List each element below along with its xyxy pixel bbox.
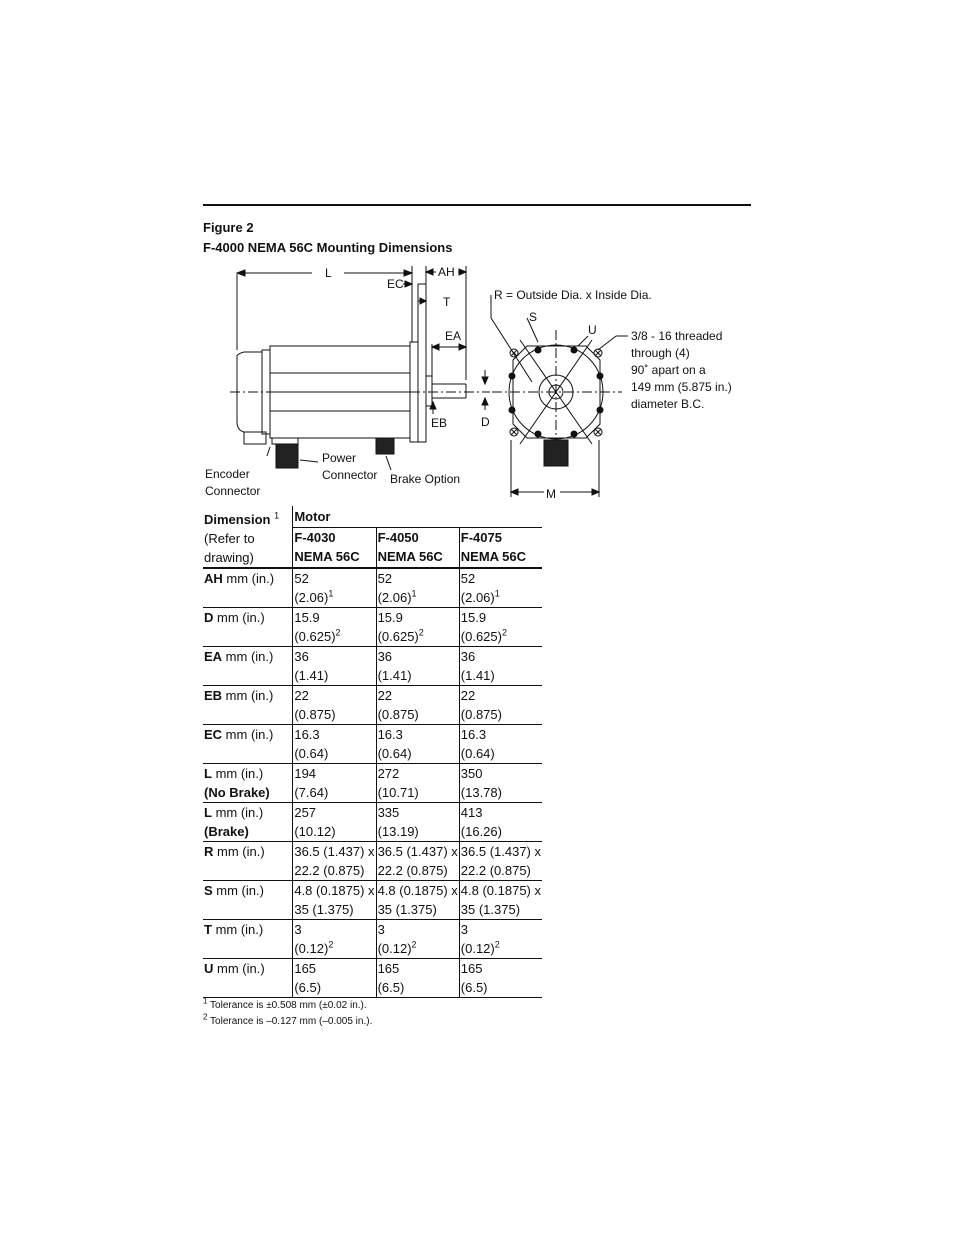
dimension-unit: mm (in.) <box>211 766 264 781</box>
model-header: F-4030 NEMA 56C <box>293 527 376 568</box>
value-cell: 165 (6.5) <box>459 959 542 998</box>
footnotes <box>203 998 372 1030</box>
table-row <box>203 647 542 686</box>
label-S: S <box>529 310 538 324</box>
table-row <box>203 725 542 764</box>
threaded-note: 3/8 - 16 threaded through (4) 90˚ apart on a 149 mm (5.875 in.) diameter B.C. <box>631 329 732 411</box>
value-cell: 16.3 (0.64) <box>293 725 376 764</box>
value-cell: 165 (6.5) <box>376 959 459 998</box>
value-cell: 36 (1.41) <box>293 647 376 686</box>
dimension-label-cell <box>203 881 293 920</box>
value-cell: 413 (16.26) <box>459 803 542 842</box>
figure-title: F-4000 NEMA 56C Mounting Dimensions <box>203 240 453 255</box>
value-cell: 52 $(2.06)^1$ <box>376 568 459 608</box>
table-row <box>203 764 542 803</box>
encoder-connector-label: Encoder Connector <box>205 467 261 498</box>
dimension-label-cell <box>203 764 293 803</box>
dimension-code: EC <box>204 727 223 742</box>
dimension-unit: mm (in.) <box>211 922 264 937</box>
dimension-label-cell <box>203 803 293 842</box>
mounting-dimensions-drawing <box>195 262 755 507</box>
value-cell: 36.5 (1.437) x 22.2 (0.875) <box>293 842 376 881</box>
dimension-label-cell <box>203 959 293 998</box>
footnote: $^2$ Tolerance is –0.127 mm (–0.005 in.). <box>203 1012 373 1027</box>
header-rule <box>203 204 751 206</box>
value-cell: 165 (6.5) <box>293 959 376 998</box>
model-header: F-4050 NEMA 56C <box>376 527 459 568</box>
dimension-label-cell <box>203 647 293 686</box>
value-cell: 16.3 (0.64) <box>459 725 542 764</box>
model-header: F-4075 NEMA 56C <box>459 527 542 568</box>
dimension-unit: mm (in.) <box>222 649 274 664</box>
dimension-unit: mm (in.) <box>213 610 265 625</box>
value-cell: 335 (13.19) <box>376 803 459 842</box>
dimension-unit: mm (in.) <box>222 727 274 742</box>
figure-number: Figure 2 <box>203 220 254 235</box>
dimension-label-cell <box>203 725 293 764</box>
value-cell: 36.5 (1.437) x 22.2 (0.875) <box>459 842 542 881</box>
value-cell: 4.8 (0.1875) x 35 (1.375) <box>376 881 459 920</box>
dimension-label-cell <box>203 608 293 647</box>
dimension-unit: mm (in.) <box>222 688 274 703</box>
value-cell: 22 (0.875) <box>376 686 459 725</box>
label-L: L <box>325 266 332 280</box>
dimension-code: R <box>204 844 214 859</box>
dimension-unit: mm (in.) <box>222 571 275 586</box>
value-cell: 36.5 (1.437) x 22.2 (0.875) <box>376 842 459 881</box>
dimension-note: (No Brake) <box>204 785 270 800</box>
dimension-label-cell <box>203 686 293 725</box>
label-AH: AH <box>438 265 455 279</box>
dimension-label-cell <box>203 842 293 881</box>
footnote: $^1$ Tolerance is ±0.508 mm (±0.02 in.). <box>203 996 367 1011</box>
value-cell: 272 (10.71) <box>376 764 459 803</box>
dimension-code: U <box>204 961 214 976</box>
dimension-code: D <box>204 610 214 625</box>
value-cell: 15.9 $(0.625)^2$ <box>293 608 376 647</box>
table-row <box>203 920 542 959</box>
dimension-header-cell: Dimension $^1$ (Refer to drawing) <box>203 506 293 568</box>
table-row <box>203 803 542 842</box>
value-cell: 36 (1.41) <box>459 647 542 686</box>
value-cell: 3 $(0.12)^2$ <box>459 920 542 959</box>
dimension-code: S <box>204 883 213 898</box>
dimension-code: EA <box>204 649 223 664</box>
value-cell: 3 $(0.12)^2$ <box>376 920 459 959</box>
value-cell: 52 $(2.06)^1$ <box>459 568 542 608</box>
value-cell: 4.8 (0.1875) x 35 (1.375) <box>459 881 542 920</box>
brake-option-label: Brake Option <box>390 472 461 486</box>
motor-header: Motor <box>293 506 542 527</box>
dimension-code: T <box>204 922 212 937</box>
dimension-label-cell <box>203 920 293 959</box>
value-cell: 22 (0.875) <box>293 686 376 725</box>
value-cell: 3 $(0.12)^2$ <box>293 920 376 959</box>
label-EA: EA <box>445 329 462 343</box>
dimension-unit: mm (in.) <box>211 805 264 820</box>
label-U: U <box>588 323 597 337</box>
label-EB: EB <box>431 416 448 430</box>
dimension-unit: mm (in.) <box>213 844 265 859</box>
label-M: M <box>546 487 556 501</box>
label-EC: EC <box>387 277 404 291</box>
dimension-unit: mm (in.) <box>212 883 264 898</box>
dimension-unit: mm (in.) <box>213 961 265 976</box>
dimension-code: EB <box>204 688 223 703</box>
dimension-lines <box>237 266 488 470</box>
value-cell: 52 $(2.06)^1$ <box>293 568 376 608</box>
value-cell: 15.9 $(0.625)^2$ <box>459 608 542 647</box>
table-row <box>203 608 542 647</box>
value-cell: 194 (7.64) <box>293 764 376 803</box>
value-cell: 36 (1.41) <box>376 647 459 686</box>
dimension-code: L <box>204 766 212 781</box>
value-cell: 15.9 $(0.625)^2$ <box>376 608 459 647</box>
dimension-label-cell <box>203 568 293 608</box>
table-row <box>203 686 542 725</box>
value-cell: 350 (13.78) <box>459 764 542 803</box>
motor-front-view <box>491 295 628 497</box>
label-R: R = Outside Dia. x Inside Dia. <box>494 288 652 302</box>
value-cell: 16.3 (0.64) <box>376 725 459 764</box>
label-T: T <box>443 295 451 309</box>
value-cell: 257 (10.12) <box>293 803 376 842</box>
table-row <box>203 959 542 998</box>
value-cell: 4.8 (0.1875) x 35 (1.375) <box>293 881 376 920</box>
dimension-note: (Brake) <box>204 824 249 839</box>
dimension-code: AH <box>204 571 223 586</box>
dimensions-table <box>203 506 542 998</box>
table-row <box>203 568 542 608</box>
value-cell: 22 (0.875) <box>459 686 542 725</box>
table-row <box>203 881 542 920</box>
table-row <box>203 842 542 881</box>
dimension-code: L <box>204 805 212 820</box>
power-connector-label: Power Connector <box>322 451 378 482</box>
label-D: D <box>481 415 490 429</box>
